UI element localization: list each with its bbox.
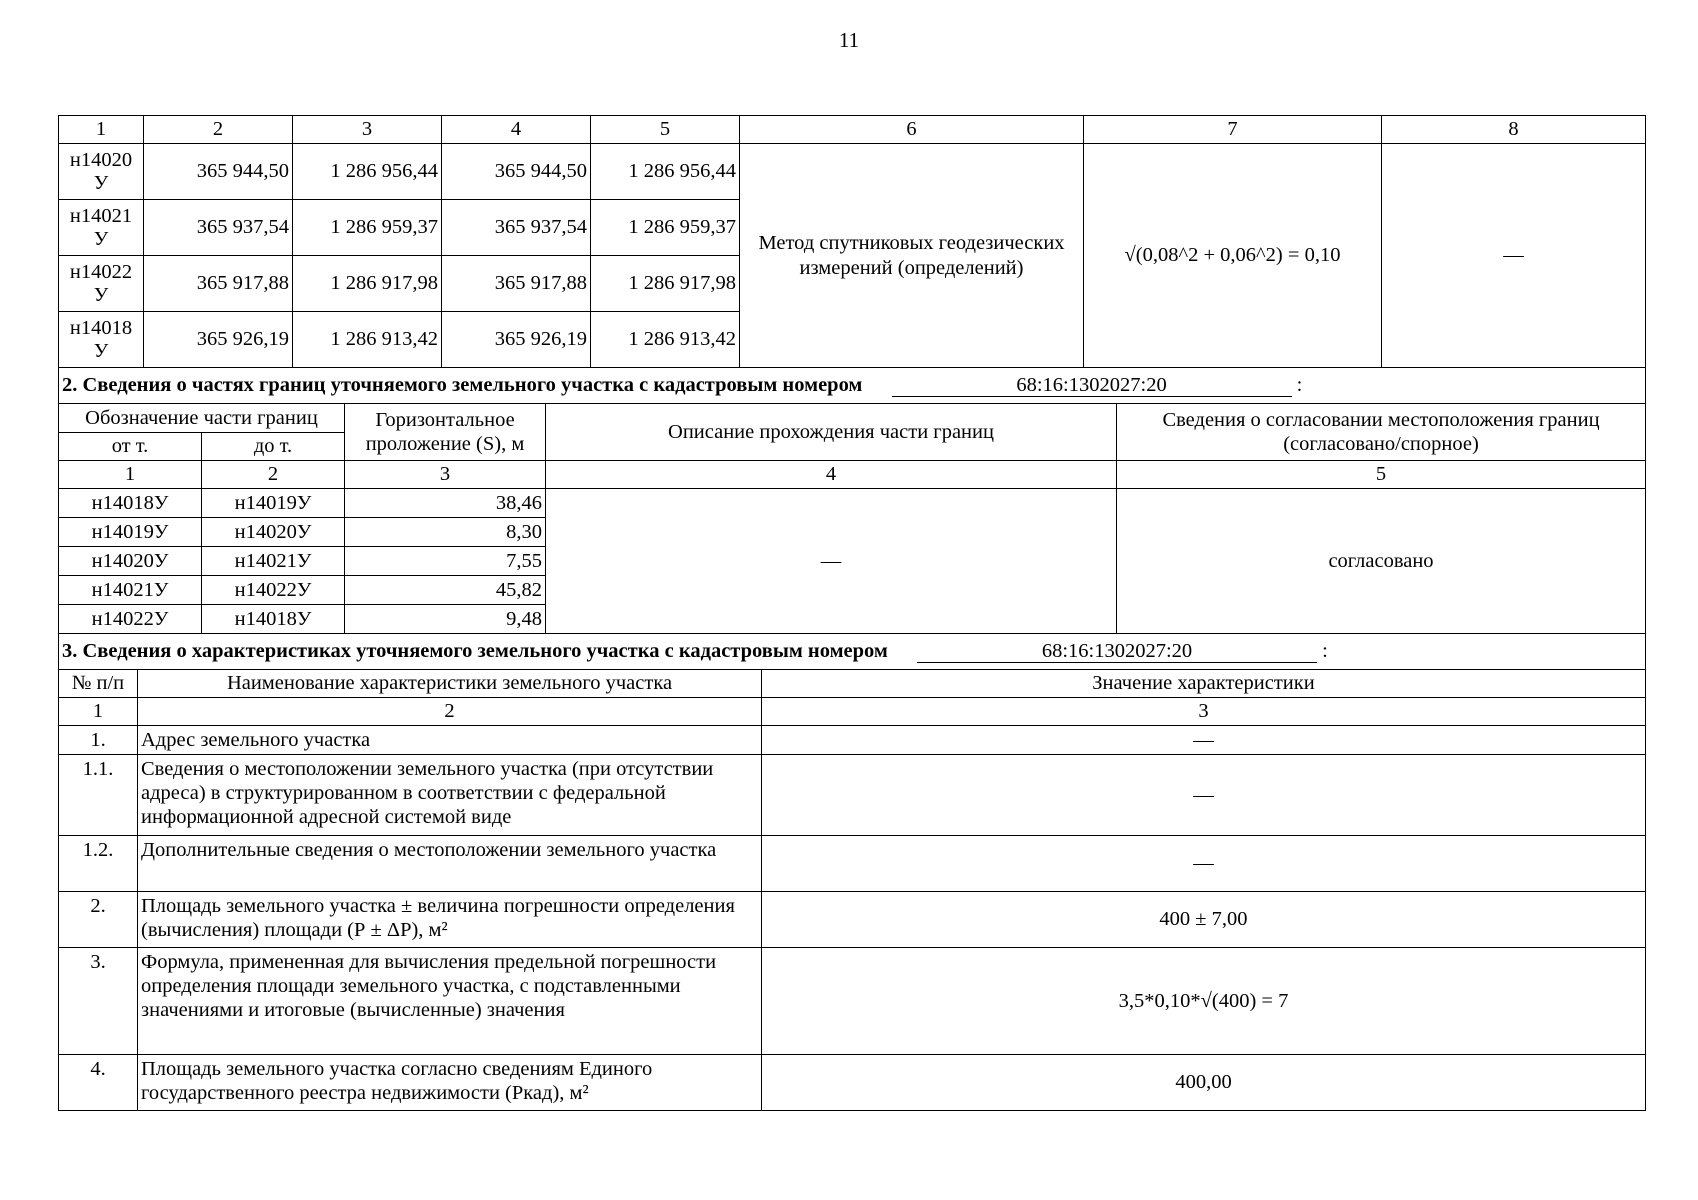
table-row (59, 1055, 1646, 1111)
point-name: н14018 У (59, 312, 144, 368)
header-description: Описание прохождения части границ (546, 404, 1117, 461)
y-new: 1 286 959,37 (591, 200, 740, 256)
length: 7,55 (345, 547, 546, 576)
x-new: 365 917,88 (442, 256, 591, 312)
description-cell: — (546, 489, 1117, 634)
header-to: до т. (202, 433, 345, 461)
length: 45,82 (345, 576, 546, 605)
col-number: 8 (1382, 116, 1646, 144)
page-number: 11 (838, 28, 860, 52)
y-old: 1 286 959,37 (293, 200, 442, 256)
characteristics-table (58, 634, 1646, 1111)
table-row (59, 836, 1646, 892)
characteristic-value: — (762, 726, 1646, 755)
col-number-row (59, 698, 1646, 726)
point-name: н14021 У (59, 200, 144, 256)
col-number: 2 (138, 698, 762, 726)
characteristic-name: Площадь земельного участка согласно сведениям Единого государственного реестра недвижимости (Ркад), м² (138, 1055, 762, 1111)
col-number: 5 (591, 116, 740, 144)
characteristic-value: 400 ± 7,00 (762, 892, 1646, 948)
length: 38,46 (345, 489, 546, 518)
header-name: Наименование характеристики земельного участка (138, 670, 762, 698)
x-old: 365 937,54 (144, 200, 293, 256)
header-agreement: Сведения о согласовании местоположения границ (согласовано/спорное) (1117, 404, 1646, 461)
to-point: н14020У (202, 518, 345, 547)
header-row (59, 670, 1646, 698)
col-number: 4 (442, 116, 591, 144)
row-number: 3. (59, 948, 138, 1055)
from-point: н14022У (59, 605, 202, 634)
colon: : (1322, 640, 1328, 662)
header-num: № п/п (59, 670, 138, 698)
characteristic-name: Формула, примененная для вычисления предельной погрешности определения площади земельного участка, с подставленными значениями и итоговые (вычисленные) значения (138, 948, 762, 1055)
x-old: 365 926,19 (144, 312, 293, 368)
y-new: 1 286 913,42 (591, 312, 740, 368)
col-number: 1 (59, 116, 144, 144)
point-name: н14020 У (59, 144, 144, 200)
characteristic-name: Сведения о местоположении земельного участка (при отсутствии адреса) в структурированном в соответствии с федеральной информационной адресной системой виде (138, 755, 762, 836)
length: 9,48 (345, 605, 546, 634)
section-2-title-row (59, 368, 1646, 404)
col-number: 6 (740, 116, 1084, 144)
length: 8,30 (345, 518, 546, 547)
characteristic-value: 400,00 (762, 1055, 1646, 1111)
table-row (59, 948, 1646, 1055)
col-number: 1 (59, 461, 202, 489)
point-name: н14022 У (59, 256, 144, 312)
col-number: 2 (144, 116, 293, 144)
col-number: 2 (202, 461, 345, 489)
col-number: 3 (762, 698, 1646, 726)
section-2-title: 2. Сведения о частях границ уточняемого земельного участка с кадастровым номером 68:16:1302027:20 : (59, 368, 1646, 404)
x-new: 365 944,50 (442, 144, 591, 200)
col-number-row (59, 461, 1646, 489)
header-part: Обозначение части границ (59, 404, 345, 433)
row-number: 1.2. (59, 836, 138, 892)
characteristic-value: — (762, 755, 1646, 836)
agreement-cell: согласовано (1117, 489, 1646, 634)
table-row (59, 755, 1646, 836)
table-row (59, 892, 1646, 948)
table-row (59, 144, 1646, 200)
characteristic-name: Дополнительные сведения о местоположении земельного участка (138, 836, 762, 892)
boundary-parts-table (58, 368, 1646, 634)
characteristic-value: — (762, 836, 1646, 892)
cadastral-number: 68:16:1302027:20 (917, 640, 1317, 663)
col-number: 1 (59, 698, 138, 726)
col8-cell: — (1382, 144, 1646, 368)
to-point: н14022У (202, 576, 345, 605)
from-point: н14021У (59, 576, 202, 605)
cadastral-number: 68:16:1302027:20 (892, 374, 1292, 397)
row-number: 1. (59, 726, 138, 755)
coordinates-header-row (59, 116, 1646, 144)
from-point: н14018У (59, 489, 202, 518)
header-from: от т. (59, 433, 202, 461)
accuracy-cell: √(0,08^2 + 0,06^2) = 0,10 (1084, 144, 1382, 368)
coordinates-table (58, 115, 1646, 368)
y-old: 1 286 913,42 (293, 312, 442, 368)
characteristic-name: Площадь земельного участка ± величина погрешности определения (вычисления) площади (Р ± ΔР), м² (138, 892, 762, 948)
to-point: н14018У (202, 605, 345, 634)
section-3-title-row (59, 634, 1646, 670)
table-row (59, 726, 1646, 755)
characteristic-name: Адрес земельного участка (138, 726, 762, 755)
section-3-title: 3. Сведения о характеристиках уточняемого земельного участка с кадастровым номером 68:16:1302027:20 : (59, 634, 1646, 670)
x-new: 365 926,19 (442, 312, 591, 368)
characteristic-value: 3,5*0,10*√(400) = 7 (762, 948, 1646, 1055)
y-new: 1 286 917,98 (591, 256, 740, 312)
from-point: н14019У (59, 518, 202, 547)
document-sheet (58, 115, 1645, 1111)
y-new: 1 286 956,44 (591, 144, 740, 200)
y-old: 1 286 956,44 (293, 144, 442, 200)
x-old: 365 917,88 (144, 256, 293, 312)
col-number: 4 (546, 461, 1117, 489)
table-row (59, 489, 1646, 518)
method-cell: Метод спутниковых геодезических измерений (определений) (740, 144, 1084, 368)
col-number: 7 (1084, 116, 1382, 144)
row-number: 1.1. (59, 755, 138, 836)
x-new: 365 937,54 (442, 200, 591, 256)
header-row (59, 404, 1646, 433)
col-number: 5 (1117, 461, 1646, 489)
to-point: н14019У (202, 489, 345, 518)
x-old: 365 944,50 (144, 144, 293, 200)
row-number: 4. (59, 1055, 138, 1111)
col-number: 3 (345, 461, 546, 489)
to-point: н14021У (202, 547, 345, 576)
row-number: 2. (59, 892, 138, 948)
col-number: 3 (293, 116, 442, 144)
header-value: Значение характеристики (762, 670, 1646, 698)
from-point: н14020У (59, 547, 202, 576)
colon: : (1296, 374, 1303, 396)
header-length: Горизонтальное проложение (S), м (345, 404, 546, 461)
y-old: 1 286 917,98 (293, 256, 442, 312)
